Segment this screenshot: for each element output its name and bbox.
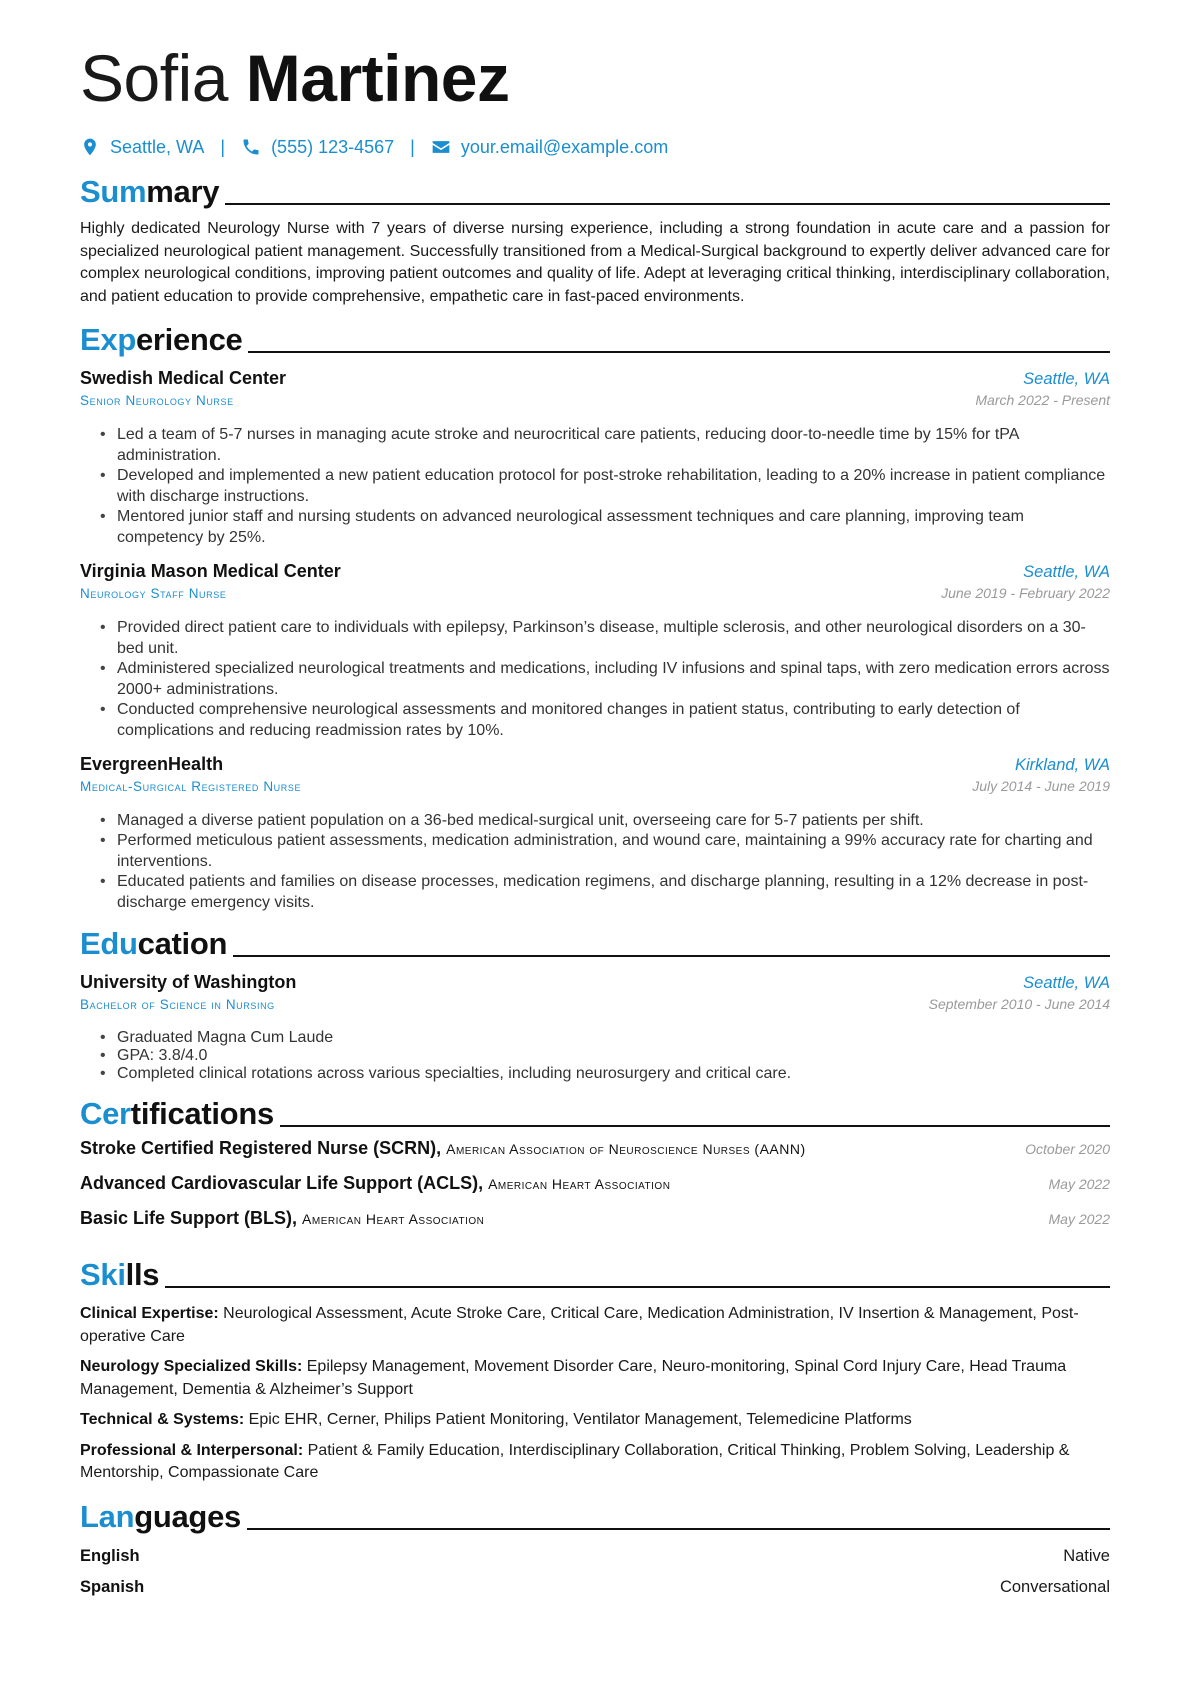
section-title bbox=[80, 322, 242, 358]
title-rest: mary bbox=[146, 174, 220, 209]
title-accent: Sum bbox=[80, 174, 147, 209]
section-divider bbox=[247, 1528, 1110, 1530]
title-rest: tifications bbox=[130, 1096, 274, 1131]
section-divider bbox=[225, 203, 1110, 205]
email-text: your.email@example.com bbox=[460, 136, 669, 157]
certification-item: Stroke Certified Registered Nurse (SCRN), American Association of Neuroscience Nurses (AANN) October 2020 bbox=[80, 1138, 1110, 1158]
experience-entry bbox=[80, 561, 1110, 741]
section-title bbox=[80, 1096, 274, 1132]
certifications-header bbox=[80, 1094, 1110, 1132]
summary-text: Highly dedicated Neurology Nurse with 7 years of diverse nursing experience, including a strong foundation in acute care and a passion for specialized neurological patient management. Successfully transitioned from a Medical-Surgical background to expertly deliver advanced care for complex neurological conditions, improving patient outcomes and quality of life. Adept at leveraging critical thinking, interdisciplinary collaboration, and patient education to provide comprehensive, empathetic care in fast-paced environments. bbox=[80, 220, 1110, 305]
achievement-item: • Performed meticulous patient assessments, medication administration, and wound care, maintaining a 99% accuracy rate for charting and interventions. bbox=[100, 830, 1110, 872]
school-location: Seattle, WA bbox=[1023, 974, 1110, 992]
section-title bbox=[80, 174, 219, 210]
achievement-item: • Developed and implemented a new patient education protocol for post-stroke rehabilitation, leading to a 20% increase in patient compliance with discharge instructions. bbox=[100, 465, 1110, 507]
education-highlight-item: • Completed clinical rotations across various specialties, including neurosurgery and critical care. bbox=[100, 1064, 1110, 1083]
education-highlight-item: • GPA: 3.8/4.0 bbox=[100, 1046, 1110, 1065]
skill-value: Epilepsy Management, Movement Disorder Care, Neuro-monitoring, Spinal Cord Injury Care, Head Trauma Management, Dementia & Alzheimer’s Support bbox=[80, 1358, 1067, 1398]
languages-list bbox=[80, 1541, 1110, 1603]
skill-group bbox=[80, 1356, 1110, 1401]
contact-phone[interactable] bbox=[241, 137, 394, 158]
certification-date: May 2022 bbox=[1048, 1211, 1110, 1227]
degree-name: Bachelor of Science in Nursing bbox=[80, 997, 275, 1012]
achievement-list bbox=[80, 617, 1110, 741]
job-title: Medical-Surgical Registered Nurse bbox=[80, 779, 302, 794]
experience-list bbox=[80, 368, 1110, 913]
title-accent: Ski bbox=[80, 1257, 126, 1292]
certification-name: Advanced Cardiovascular Life Support (ACLS) bbox=[80, 1173, 479, 1193]
phone-icon bbox=[241, 137, 261, 157]
certification-list bbox=[80, 1138, 1110, 1243]
certification-date: October 2020 bbox=[1025, 1141, 1110, 1157]
employer-name: Swedish Medical Center bbox=[80, 368, 287, 388]
language-level: Native bbox=[1063, 1546, 1110, 1565]
employer-name: Virginia Mason Medical Center bbox=[80, 561, 341, 581]
skill-group bbox=[80, 1303, 1110, 1348]
achievement-item: • Managed a diverse patient population on a 36-bed medical-surgical unit, overseeing care for 5-7 patients per shift. bbox=[100, 810, 1110, 831]
language-name: English bbox=[80, 1546, 140, 1565]
contact-location bbox=[80, 137, 204, 158]
achievement-item: • Administered specialized neurological treatments and medications, including IV infusions and spinal taps, with zero medication errors across 2000+ administrations. bbox=[100, 658, 1110, 700]
job-title: Senior Neurology Nurse bbox=[80, 393, 234, 408]
job-title: Neurology Staff Nurse bbox=[80, 586, 227, 601]
job-dates: March 2022 - Present bbox=[975, 392, 1110, 408]
certification-issuer: American Heart Association bbox=[302, 1211, 485, 1227]
title-rest: guages bbox=[134, 1498, 241, 1534]
skills-list bbox=[80, 1303, 1110, 1485]
achievement-item: • Educated patients and families on disease processes, medication regimens, and discharge planning, resulting in a 12% decrease in post-discharge emergency visits. bbox=[100, 871, 1110, 913]
achievement-list bbox=[80, 810, 1110, 913]
section-title bbox=[80, 1257, 159, 1293]
first-name: Sofia bbox=[80, 41, 228, 115]
education-header bbox=[80, 924, 1110, 962]
skill-label: Neurology Specialized Skills: bbox=[80, 1358, 303, 1375]
education-entry bbox=[80, 972, 1110, 1083]
certification-issuer: American Association of Neuroscience Nurses (AANN) bbox=[446, 1141, 806, 1157]
experience-entry bbox=[80, 368, 1110, 548]
certification-item: Advanced Cardiovascular Life Support (ACLS), American Heart Association May 2022 bbox=[80, 1173, 1110, 1193]
title-rest: cation bbox=[137, 926, 228, 961]
school-name: University of Washington bbox=[80, 972, 297, 992]
contact-separator: | bbox=[410, 136, 415, 157]
title-rest: lls bbox=[125, 1257, 160, 1292]
job-location: Seattle, WA bbox=[1023, 563, 1110, 581]
achievement-item: • Conducted comprehensive neurological assessments and monitored changes in patient status, contributing to early detection of complications and reducing readmission rates by 10%. bbox=[100, 699, 1110, 741]
certification-issuer: American Heart Association bbox=[488, 1176, 671, 1192]
contact-separator: | bbox=[220, 136, 226, 157]
title-accent: Exp bbox=[80, 322, 136, 357]
education-dates: September 2010 - June 2014 bbox=[928, 996, 1110, 1012]
contact-email[interactable] bbox=[431, 137, 668, 158]
section-title bbox=[80, 1499, 241, 1535]
section-divider bbox=[280, 1125, 1110, 1127]
certification-name: Basic Life Support (BLS) bbox=[80, 1208, 293, 1228]
skill-group bbox=[80, 1409, 1110, 1432]
section-title bbox=[80, 926, 227, 962]
skill-group bbox=[80, 1440, 1110, 1485]
job-dates: June 2019 - February 2022 bbox=[941, 585, 1110, 601]
section-divider bbox=[248, 351, 1110, 353]
section-divider bbox=[165, 1286, 1110, 1288]
job-dates: July 2014 - June 2019 bbox=[972, 778, 1110, 794]
title-accent: Cer bbox=[80, 1096, 131, 1131]
skill-label: Technical & Systems: bbox=[80, 1411, 245, 1428]
title-accent: Lan bbox=[80, 1498, 135, 1534]
skill-value: Neurological Assessment, Acute Stroke Care, Critical Care, Medication Administration, IV Insertion & Management, Post-operative Care bbox=[80, 1305, 1079, 1345]
experience-entry bbox=[80, 754, 1110, 913]
certification-date: May 2022 bbox=[1048, 1176, 1110, 1192]
title-rest: erience bbox=[135, 322, 243, 357]
location-text: Seattle, WA bbox=[110, 136, 205, 157]
skills-header bbox=[80, 1255, 1110, 1293]
language-name: Spanish bbox=[80, 1577, 145, 1596]
map-pin-icon bbox=[80, 137, 100, 157]
skill-label: Professional & Interpersonal: bbox=[80, 1441, 304, 1459]
employer-name: EvergreenHealth bbox=[80, 754, 224, 774]
envelope-icon bbox=[431, 137, 451, 157]
achievement-list bbox=[80, 424, 1110, 548]
candidate-name bbox=[80, 40, 1110, 116]
experience-header bbox=[80, 320, 1110, 358]
job-location: Kirkland, WA bbox=[1014, 756, 1110, 774]
certification-name: Stroke Certified Registered Nurse (SCRN) bbox=[80, 1138, 437, 1158]
job-location: Seattle, WA bbox=[1023, 370, 1110, 388]
certification-item: Basic Life Support (BLS), American Heart Association May 2022 bbox=[80, 1208, 1110, 1228]
achievement-item: • Mentored junior staff and nursing students on advanced neurological assessment techniques and care planning, improving team competency by 25%. bbox=[100, 506, 1110, 548]
last-name: Martinez bbox=[245, 41, 510, 115]
language-item bbox=[80, 1541, 1110, 1572]
education-highlight-item: • Graduated Magna Cum Laude bbox=[100, 1028, 1110, 1047]
language-level: Conversational bbox=[999, 1577, 1110, 1596]
summary-header bbox=[80, 172, 1110, 210]
section-divider bbox=[233, 955, 1110, 957]
skill-value: Patient & Family Education, Interdisciplinary Collaboration, Critical Thinking, Problem Solving, Leadership & Mentorship, Compassionate Care bbox=[80, 1441, 1070, 1481]
achievement-item: • Led a team of 5-7 nurses in managing acute stroke and neurocritical care patients, reducing door-to-needle time by 15% for tPA administration. bbox=[100, 424, 1110, 466]
languages-header bbox=[80, 1497, 1110, 1535]
skill-value: Epic EHR, Cerner, Philips Patient Monitoring, Ventilator Management, Telemedicine Platforms bbox=[248, 1411, 912, 1428]
achievement-item: • Provided direct patient care to individuals with epilepsy, Parkinson’s disease, multiple sclerosis, and other neurological disorders on a 30-bed unit. bbox=[100, 617, 1110, 659]
title-accent: Edu bbox=[80, 926, 138, 961]
skill-label: Clinical Expertise: bbox=[80, 1305, 219, 1322]
language-item bbox=[80, 1572, 1110, 1603]
phone-text: (555) 123-4567 bbox=[271, 136, 395, 157]
education-highlights bbox=[80, 1028, 1110, 1083]
contact-bar bbox=[80, 134, 1110, 160]
